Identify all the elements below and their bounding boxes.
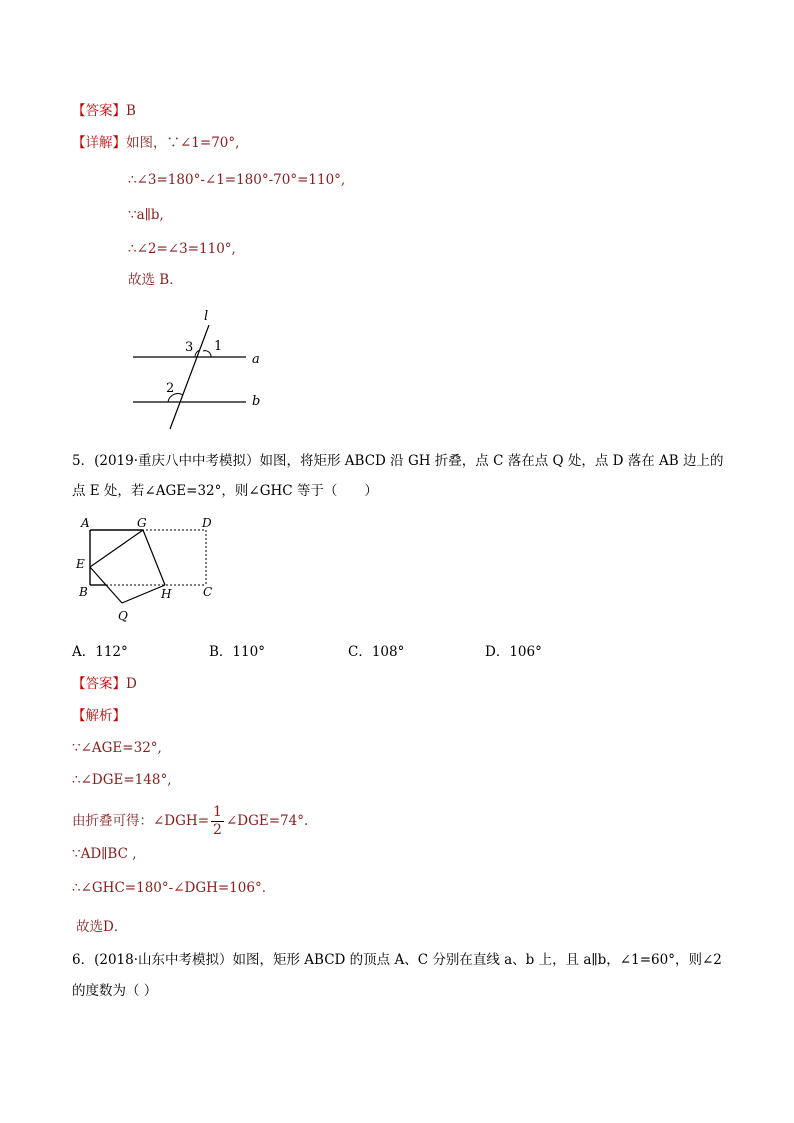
- label-1: 1: [214, 339, 223, 354]
- fold-post: ∠DGE=74°.: [225, 813, 309, 829]
- analysis-tag: 【解析】: [72, 708, 126, 724]
- option-c: C．108°: [348, 644, 405, 660]
- answer-value: D: [126, 676, 137, 692]
- q6-stem-line-2: 的度数为（ ）: [72, 983, 158, 999]
- fraction-numerator: 1: [213, 804, 222, 820]
- q4-detail-line: [72, 133, 239, 153]
- analysis-fold-line: [72, 803, 308, 839]
- label-l: l: [204, 309, 209, 324]
- fold-pre: 由折叠可得：∠DGH=: [72, 813, 210, 829]
- label-3: 3: [185, 340, 194, 355]
- q4-step-4: 故选 B．: [128, 272, 183, 288]
- q4-step-3: ∴∠2=∠3=110°,: [128, 241, 236, 257]
- option-d: D．106°: [485, 644, 542, 660]
- analysis-line-4: ∴∠GHC=180°-∠DGH=106°.: [72, 880, 266, 896]
- label-2: 2: [166, 381, 175, 396]
- label-D: D: [202, 516, 212, 530]
- label-G: G: [137, 516, 147, 530]
- angle-1-arc: [203, 351, 211, 357]
- label-a: a: [252, 352, 260, 367]
- q5-stem-line-2: 点 E 处，若∠AGE=32°，则∠GHC 等于（ ）: [72, 483, 378, 499]
- segment-gh: [143, 530, 165, 585]
- segment-ge: [90, 530, 143, 567]
- answer-tag: 【答案】: [72, 676, 126, 692]
- label-B: B: [79, 585, 88, 599]
- label-C: C: [203, 585, 213, 599]
- fraction-denominator: 2: [213, 822, 222, 838]
- fraction-one-half: [211, 804, 224, 839]
- q4-parallel-lines-figure: [125, 303, 275, 435]
- detail-tag: 【详解】: [72, 135, 126, 151]
- analysis-line-1: ∵∠AGE=32°,: [72, 740, 162, 756]
- answer-tag: 【答案】: [72, 103, 126, 119]
- analysis-choose: 故选D．: [76, 919, 128, 935]
- q4-step-1: ∴∠3=180°-∠1=180°-70°=110°,: [128, 172, 346, 188]
- label-E: E: [76, 557, 85, 571]
- q6-stem-line-1: 6．(2018·山东中考模拟）如图，矩形 ABCD 的顶点 A、C 分别在直线 a、b 上，且 a∥b，∠1=60°，则∠2: [72, 952, 722, 968]
- q5-rectangle-fold-figure: [72, 512, 222, 624]
- q4-answer-line: [72, 101, 136, 121]
- q5-answer-line: [72, 674, 137, 694]
- label-A: A: [81, 516, 90, 530]
- segment-qh: [122, 585, 165, 603]
- q4-step-2: ∵a∥b,: [128, 207, 164, 223]
- option-a: A．112°: [72, 644, 128, 660]
- answer-value: B: [126, 103, 136, 119]
- analysis-line-2: ∴∠DGE=148°,: [72, 772, 172, 788]
- q5-stem-line-1: 5．(2019·重庆八中中考模拟）如图，将矩形 ABCD 沿 GH 折叠，点 C 落在点 Q 处，点 D 落在 AB 边上的: [72, 453, 724, 469]
- label-b: b: [252, 394, 261, 409]
- label-H: H: [161, 587, 172, 601]
- detail-first: 如图，∵∠1=70°,: [126, 135, 240, 151]
- label-Q: Q: [118, 609, 128, 623]
- analysis-line-3: ∵AD∥BC ,: [72, 846, 137, 862]
- option-b: B．110°: [209, 644, 265, 660]
